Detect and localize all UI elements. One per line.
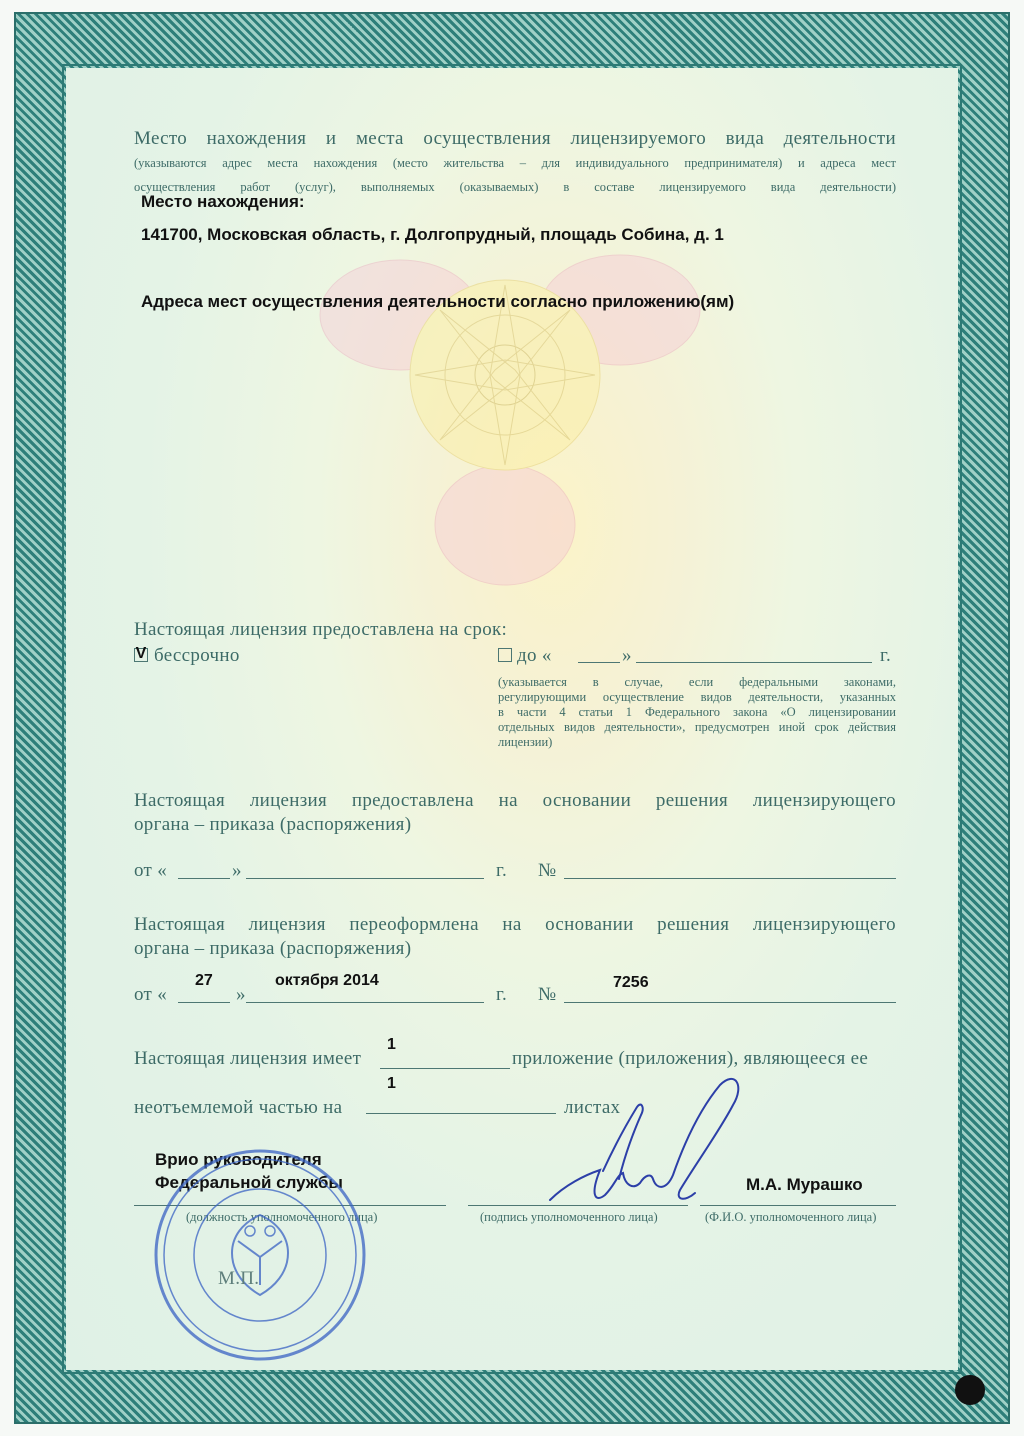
activity-addresses: Адреса мест осуществления деятельности согласно приложению(ям): [141, 292, 735, 311]
granted-number-sign: №: [538, 860, 557, 881]
section-note-line1: (указываются адрес места нахождения (место жительства – для индивидуального предпринимателя) и адреса мест: [134, 156, 896, 170]
appendix-sheets-line: [366, 1113, 556, 1114]
reissued-year-suffix: г.: [496, 984, 507, 1005]
caption-signature: (подпись уполномоченного лица): [480, 1210, 658, 1224]
indefinite-label: бессрочно: [154, 645, 240, 666]
indefinite-check-mark: V: [135, 645, 147, 662]
signer-position-line2: Федеральной службы: [155, 1173, 343, 1192]
caption-name: (Ф.И.О. уполномоченного лица): [705, 1210, 877, 1224]
granted-line2: органа – приказа (распоряжения): [134, 814, 412, 835]
reissued-day: 27: [195, 972, 213, 989]
reissued-date-line: [246, 1002, 484, 1003]
until-date-line: [636, 662, 872, 663]
appendix-count-line: [380, 1068, 510, 1069]
section-title: Место нахождения и места осуществления лицензируемого вида деятельности: [134, 128, 896, 149]
reissued-number-line: [564, 1002, 896, 1003]
signer-name: М.А. Мурашко: [746, 1175, 863, 1194]
granted-close-quote: »: [232, 860, 242, 881]
signer-position-line1: Врио руководителя: [155, 1150, 322, 1169]
granted-line1: Настоящая лицензия предоставлена на основании решения лицензирующего: [134, 790, 896, 811]
granted-date-line: [246, 878, 484, 879]
until-label: до «: [517, 645, 552, 666]
granted-day-line: [178, 878, 230, 879]
term-note-2: регулирующими осуществление видов деятельности, указанных: [498, 690, 896, 704]
location-address: 141700, Московская область, г. Долгопрудный, площадь Собина, д. 1: [141, 225, 724, 244]
term-note-4: отдельных видов деятельности», предусмотрен иной срок действия: [498, 720, 896, 734]
section-note-line2: осуществления работ (услуг), выполняемых (оказываемых) в составе лицензируемого вида деятельности): [134, 180, 896, 194]
reissued-number-sign: №: [538, 984, 557, 1005]
until-day-line: [578, 662, 620, 663]
reissued-month-year: октября 2014: [275, 972, 379, 989]
appendix-line2-end: листах: [564, 1097, 621, 1118]
until-year-suffix: г.: [880, 645, 891, 666]
reissued-day-line: [178, 1002, 230, 1003]
reissued-number: 7256: [613, 974, 649, 991]
reissued-close-quote: »: [236, 984, 246, 1005]
term-note-1: (указывается в случае, если федеральными законами,: [498, 675, 896, 689]
appendix-line1-end: приложение (приложения), являющееся ее: [512, 1048, 869, 1069]
handwritten-signature: [545, 1075, 755, 1210]
caption-position: (должность уполномоченного лица): [186, 1210, 378, 1224]
appendix-line1-start: Настоящая лицензия имеет: [134, 1048, 362, 1069]
appendix-sheets: 1: [387, 1075, 396, 1092]
term-note-3: в части 4 статьи 1 Федерального закона «О лицензировании: [498, 705, 896, 719]
reissued-line1: Настоящая лицензия переоформлена на основании решения лицензирующего: [134, 914, 896, 935]
term-title: Настоящая лицензия предоставлена на срок:: [134, 619, 508, 640]
appendix-count: 1: [387, 1036, 396, 1053]
granted-number-line: [564, 878, 896, 879]
punch-hole: [955, 1375, 985, 1405]
official-seal: [150, 1145, 370, 1365]
reissued-line2: органа – приказа (распоряжения): [134, 938, 412, 959]
granted-year-suffix: г.: [496, 860, 507, 881]
term-note-5: лицензии): [498, 735, 553, 749]
guilloche-rosette: [250, 225, 770, 645]
until-close-quote: »: [622, 645, 632, 666]
appendix-line2-start: неотъемлемой частью на: [134, 1097, 343, 1118]
seal-label: М.П.: [218, 1268, 260, 1289]
granted-from-label: от «: [134, 860, 168, 881]
until-checkbox: [498, 648, 512, 662]
location-label: Место нахождения:: [141, 192, 305, 211]
reissued-from-label: от «: [134, 984, 168, 1005]
